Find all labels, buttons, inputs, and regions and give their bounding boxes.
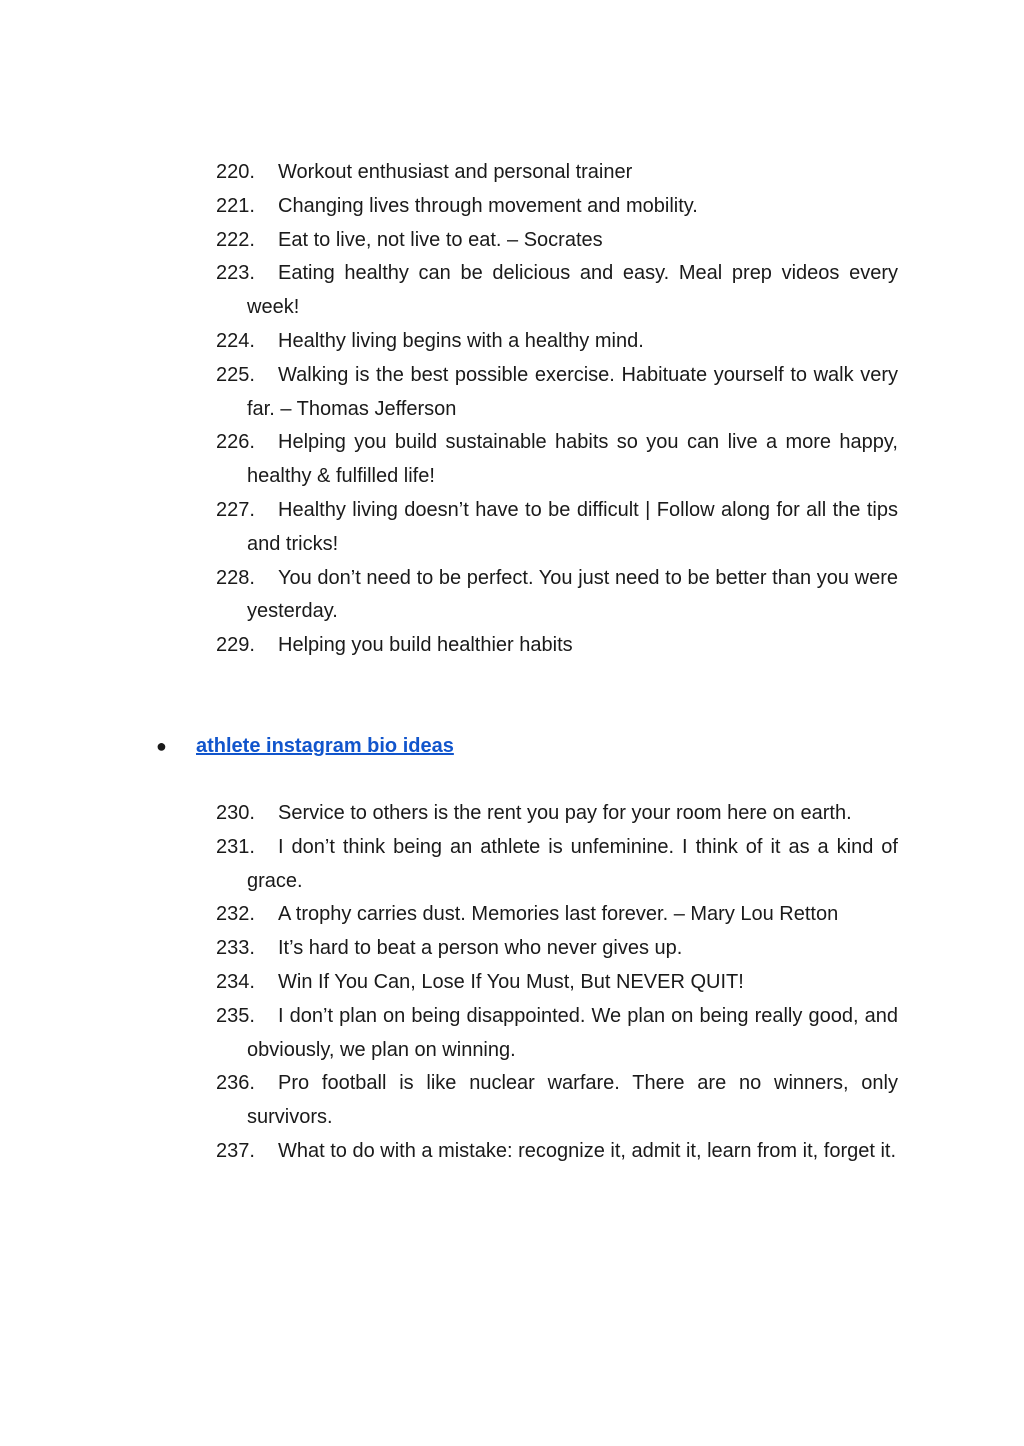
list-item bbox=[216, 629, 898, 663]
item-text: Walking is the best possible exercise. Habituate yourself to walk very far. – Thomas Jefferson bbox=[247, 363, 898, 420]
bio-list-athlete bbox=[216, 797, 898, 1169]
list-item bbox=[216, 257, 898, 325]
item-text: Helping you build sustainable habits so you can live a more happy, healthy & fulfilled life! bbox=[247, 431, 898, 488]
section-heading-bullet bbox=[156, 730, 454, 764]
list-item bbox=[216, 224, 898, 258]
list-item bbox=[216, 797, 898, 831]
item-text: What to do with a mistake: recognize it, admit it, learn from it, forget it. bbox=[278, 1139, 897, 1162]
item-number: 223. bbox=[216, 262, 255, 285]
item-text: A trophy carries dust. Memories last forever. – Mary Lou Retton bbox=[278, 903, 839, 926]
item-number: 233. bbox=[216, 937, 255, 960]
item-number: 234. bbox=[216, 970, 255, 993]
item-text: Win If You Can, Lose If You Must, But NEVER QUIT! bbox=[278, 970, 744, 993]
item-number: 236. bbox=[216, 1072, 255, 1095]
item-number: 230. bbox=[216, 802, 255, 824]
list-item bbox=[216, 1000, 898, 1068]
list-item bbox=[216, 932, 898, 966]
item-text: Pro football is like nuclear warfare. There are no winners, only survivors. bbox=[247, 1072, 898, 1129]
item-number: 224. bbox=[216, 329, 255, 352]
item-number: 225. bbox=[216, 363, 255, 386]
item-number: 235. bbox=[216, 1004, 255, 1027]
list-item bbox=[216, 426, 898, 494]
item-number: 220. bbox=[216, 161, 255, 183]
item-number: 232. bbox=[216, 903, 255, 926]
item-number: 226. bbox=[216, 431, 255, 454]
list-item bbox=[216, 898, 898, 932]
list-item bbox=[216, 190, 898, 224]
item-text: Healthy living begins with a healthy mind. bbox=[278, 329, 644, 352]
item-text: Workout enthusiast and personal trainer bbox=[278, 161, 633, 183]
bio-list-health bbox=[216, 156, 898, 663]
list-item bbox=[216, 966, 898, 1000]
item-text: I don’t think being an athlete is unfeminine. I think of it as a kind of grace. bbox=[247, 835, 898, 892]
list-item bbox=[216, 831, 898, 899]
item-text: Changing lives through movement and mobility. bbox=[278, 194, 698, 217]
item-number: 231. bbox=[216, 835, 255, 858]
athlete-bio-ideas-link[interactable]: athlete instagram bio ideas bbox=[196, 735, 454, 757]
item-text: Healthy living doesn’t have to be difficult | Follow along for all the tips and tricks! bbox=[247, 498, 898, 555]
list-item bbox=[216, 156, 898, 190]
item-text: I don’t plan on being disappointed. We plan on being really good, and obviously, we plan on winning. bbox=[247, 1004, 898, 1061]
list-item bbox=[216, 1067, 898, 1135]
list-item bbox=[216, 1135, 898, 1169]
list-item bbox=[216, 562, 898, 630]
item-number: 229. bbox=[216, 634, 255, 657]
item-text: Eat to live, not live to eat. – Socrates bbox=[278, 228, 603, 251]
item-text: Eating healthy can be delicious and easy. Meal prep videos every week! bbox=[247, 262, 898, 319]
bullet-icon: ● bbox=[156, 736, 167, 756]
item-number: 221. bbox=[216, 194, 255, 217]
item-text: Helping you build healthier habits bbox=[278, 634, 573, 657]
list-item bbox=[216, 359, 898, 427]
item-text: It’s hard to beat a person who never gives up. bbox=[278, 937, 683, 960]
item-number: 227. bbox=[216, 498, 255, 521]
item-text: Service to others is the rent you pay for your room here on earth. bbox=[278, 802, 852, 824]
list-item bbox=[216, 325, 898, 359]
item-number: 228. bbox=[216, 566, 255, 589]
item-number: 237. bbox=[216, 1139, 255, 1162]
item-number: 222. bbox=[216, 228, 255, 251]
list-item bbox=[216, 494, 898, 562]
item-text: You don’t need to be perfect. You just need to be better than you were yesterday. bbox=[247, 566, 898, 623]
